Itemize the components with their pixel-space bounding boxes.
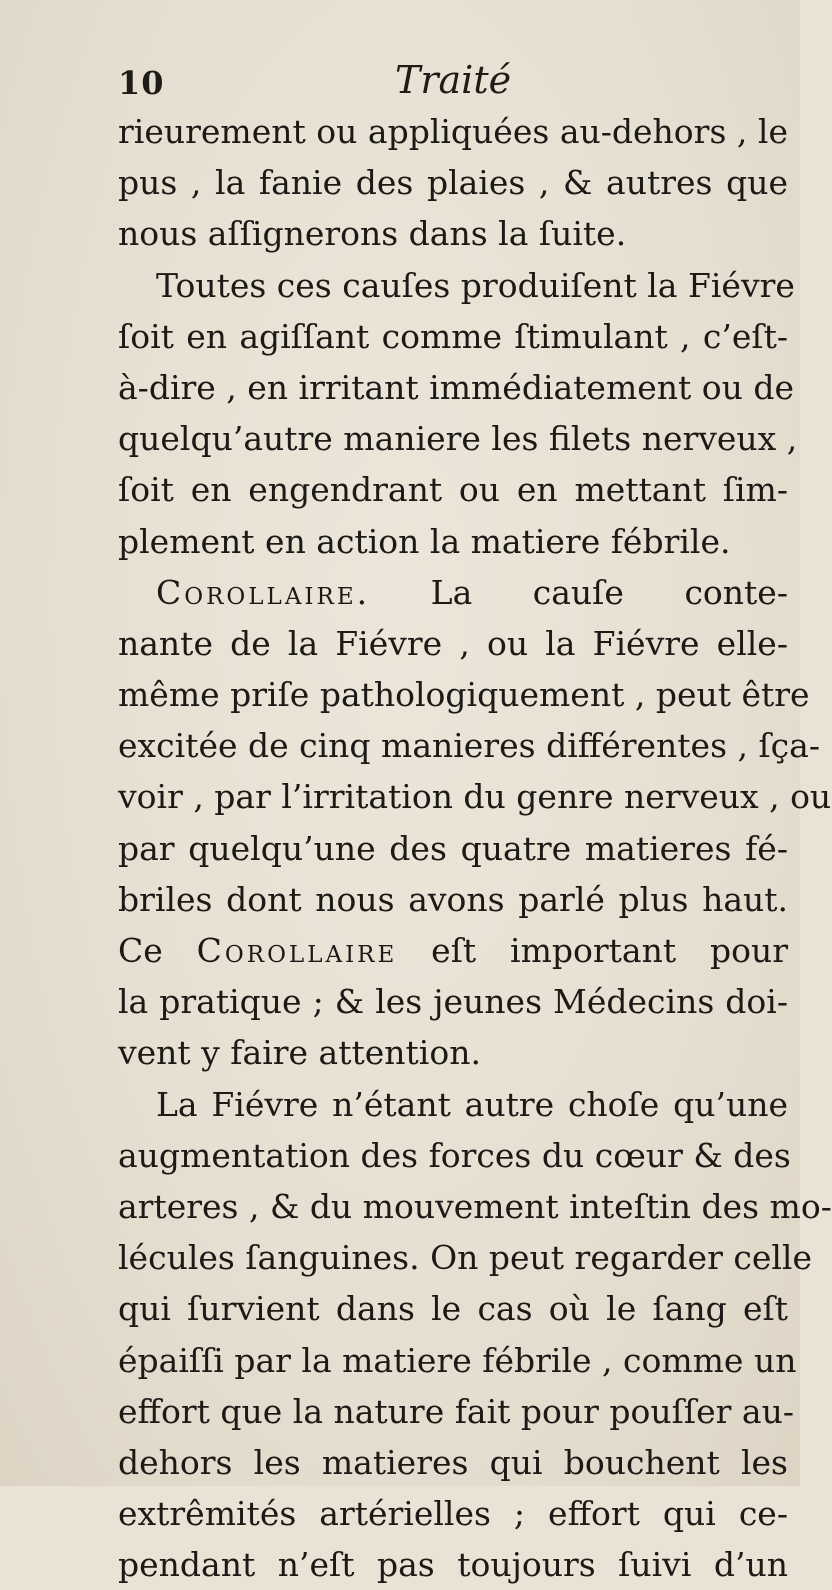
text-line: pus , la fanie des plaies , & autres que bbox=[118, 163, 788, 203]
corollary-word: Corollaire bbox=[196, 931, 398, 970]
text-line: rieurement ou appliquées au-dehors , le bbox=[118, 112, 788, 151]
text-line: augmentation des forces du cœur & des bbox=[118, 1135, 791, 1175]
text-line: qui ſurvient dans le cas où le ſang eſt bbox=[118, 1289, 788, 1329]
text-line: excitée de cinq manieres différentes , ſça- bbox=[118, 726, 820, 766]
corollary-heading-line: Corollaire. La cauſe conte- bbox=[156, 572, 788, 612]
text-line: lécules ſanguines. On peut regarder celle bbox=[118, 1238, 812, 1278]
text-line: vent y faire attention. bbox=[118, 1033, 481, 1073]
text-line: par quelqu’une des quatre matieres fé- bbox=[118, 828, 788, 868]
running-title: Traité bbox=[395, 58, 512, 102]
text-line: nous aſſignerons dans la ſuite. bbox=[118, 214, 627, 254]
text-line: extrêmités artérielles ; effort qui ce- bbox=[118, 1494, 788, 1534]
paragraph-first-line: Toutes ces cauſes produiſent la Fiévre bbox=[156, 265, 795, 305]
text-line: à-dire , en irritant immédiatement ou de bbox=[118, 367, 795, 407]
text-line: effort que la nature fait pour pouſſer au- bbox=[118, 1391, 794, 1431]
body-text bbox=[118, 106, 832, 1590]
page-header bbox=[0, 58, 800, 104]
corollary-label: Corollaire. bbox=[156, 572, 371, 612]
text-line: même priſe pathologiquement , peut être bbox=[118, 675, 810, 715]
text-line: pendant n’eſt pas toujours ſuivi d’un bbox=[118, 1545, 788, 1585]
text-line: briles dont nous avons parlé plus haut. bbox=[118, 879, 788, 919]
text-line: quelqu’autre maniere les filets nerveux , bbox=[118, 419, 798, 459]
page-number: 10 bbox=[118, 64, 165, 102]
text-line: ſoit en engendrant ou en mettant ſim- bbox=[118, 470, 788, 510]
text-line: Ce Corollaire eſt important pour bbox=[118, 931, 788, 970]
text-line: nante de la Fiévre , ou la Fiévre elle- bbox=[118, 623, 788, 663]
text-line: dehors les matieres qui bouchent les bbox=[118, 1442, 788, 1482]
text-line: arteres , & du mouvement inteſtin des mo- bbox=[118, 1186, 832, 1226]
text-line: ſoit en agiſſant comme ſtimulant , c’eſt- bbox=[118, 316, 788, 356]
text-line: voir , par l’irritation du genre nerveux , ou bbox=[118, 777, 832, 817]
text-line: épaiſſi par la matiere fébrile , comme un bbox=[118, 1340, 797, 1380]
paragraph-first-line: La Fiévre n’étant autre choſe qu’une bbox=[156, 1084, 788, 1124]
text-line: plement en action la matiere fébrile. bbox=[118, 521, 731, 561]
text-line: la pratique ; & les jeunes Médecins doi- bbox=[118, 982, 788, 1022]
